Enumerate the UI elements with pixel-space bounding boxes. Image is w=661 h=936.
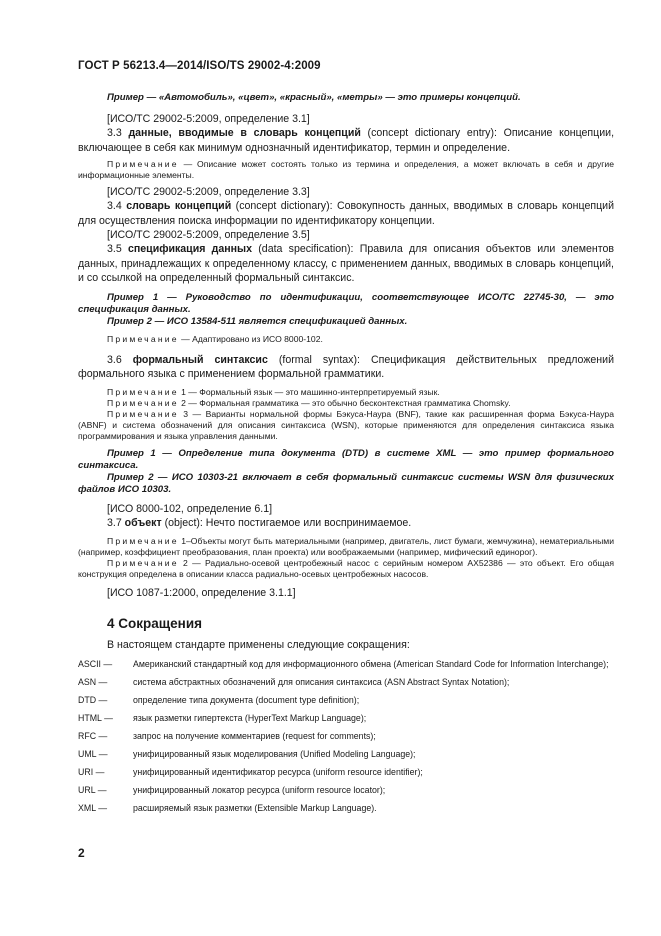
example-2: Пример 2 — ИСО 10303-21 включает в себя формальный синтаксис системы WSN для физических файлов ИСО 10303. [78, 471, 614, 495]
abbreviation-term: DTD — [78, 695, 108, 705]
abbreviation-meaning: система абстрактных обозначений для описания синтаксиса (ASN Abstract Syntax Notation); [133, 677, 510, 687]
section-title: 4 Сокращения [107, 616, 202, 631]
definition-3-3: 3.3 данные, вводимые в словарь концепций (concept dictionary entry): Описание концепции, включающее в себя как минимум однозначный идентификатор, термин и определение. [78, 127, 615, 154]
abbreviation-meaning: унифицированный идентификатор ресурса (uniform resource identifier); [133, 767, 423, 777]
abbreviation-term: XML — [78, 803, 108, 813]
reference: [ИСО/ТС 29002-5:2009, определение 3.1] [107, 113, 310, 125]
definition-3-7: 3.7 объект (object): Нечто постигаемое или воспринимаемое. [107, 516, 412, 529]
reference: [ИСО/ТС 29002-5:2009, определение 3.3] [107, 186, 310, 198]
abbreviation-row [78, 785, 614, 796]
abbreviation-meaning: Американский стандартный код для информационного обмена (American Standard Code for Information Interchange); [133, 659, 609, 669]
example-1: Пример 1 — Руководство по идентификации, соответствующее ИСО/ТС 22745-30, — это спецификация данных. [78, 291, 614, 315]
example-2: Пример 2 — ИСО 13584-511 является спецификацией данных. [107, 315, 408, 327]
note: Примечание — Адаптировано из ИСО 8000-102. [107, 333, 323, 344]
abbreviation-term: ASN — [78, 677, 108, 687]
abbreviation-meaning: унифицированный локатор ресурса (uniform resource locator); [133, 785, 386, 795]
note-1: Примечание 1 — Формальный язык — это машинно-интерпретируемый язык. [107, 386, 440, 397]
note-1: Примечание 1–Объекты могут быть материальными (например, двигатель, лист бумаги, жемчужина), нематериальными (например, коэффициент преобразования, план проекта) или воображаемыми (например, мифический единорог). [78, 536, 614, 557]
abbreviation-meaning: определение типа документа (document type definition); [133, 695, 360, 705]
document-page [78, 60, 614, 814]
note-3: Примечание 3 — Варианты нормальной формы Бэкуса-Наура (BNF), такие как расширенная форма Бэкуса-Наура (ABNF) и система обозначений для описания синтаксиса (WSN), которые применяются для определения синтаксиса языка программирования и языка управления данными. [78, 408, 614, 441]
reference: [ИСО 8000-102, определение 6.1] [107, 502, 273, 515]
abbreviation-term: ASCII — [78, 659, 113, 669]
note: Примечание — Описание может состоять только из термина и определения, а может включать в себя и другие информационные элементы. [78, 159, 614, 180]
note-2: Примечание 2 — Формальная грамматика — это обычно бесконтекстная грамматика Chomsky. [107, 397, 511, 408]
reference: [ИСО 1087-1:2000, определение 3.1.1] [107, 587, 296, 599]
abbreviation-row [78, 677, 614, 688]
abbreviation-meaning: унифицированный язык моделирования (Unified Modeling Language); [133, 749, 416, 759]
abbreviation-term: RFC — [78, 731, 108, 741]
document-header: ГОСТ Р 56213.4—2014/ISO/TS 29002-4:2009 [78, 60, 321, 72]
abbreviation-row [78, 695, 614, 706]
definition-3-6: 3.6 формальный синтаксис (formal syntax): Спецификация действительных предложений формального языка с применением формальной грамматики. [78, 353, 614, 380]
abbreviation-row [78, 659, 614, 670]
abbreviation-row [78, 803, 614, 814]
definition-3-5: 3.5 спецификация данных (data specification): Правила для описания объектов или элементов данных, принадлежащих к определенному классу, с применением данных, вводимых в словарь концепций, и со ссылкой на определенный формальный синтаксис. [78, 243, 615, 284]
abbreviation-meaning: запрос на получение комментариев (request for comments); [133, 731, 376, 741]
abbreviation-row [78, 767, 614, 778]
reference: [ИСО/ТС 29002-5:2009, определение 3.5] [107, 229, 310, 241]
example-1: Пример 1 — Определение типа документа (DTD) в системе XML — это пример формального синтаксиса. [78, 447, 614, 471]
abbreviation-term: UML — [78, 749, 108, 759]
note-2: Примечание 2 — Радиально-осевой центробежный насос с серийным номером AX52386 — это объект. Его общая конструкция определена в описании класса радиально-осевых центробежных насосов. [78, 558, 614, 579]
section-intro: В настоящем стандарте применены следующие сокращения: [107, 639, 410, 651]
abbreviation-list [78, 659, 614, 814]
definition-3-4: 3.4 словарь концепций (concept dictionary): Совокупность данных, вводимых в словарь концепций для осуществления поиска информации по идентификатору концепции. [78, 200, 615, 227]
example-concepts: Пример — «Автомобиль», «цвет», «красный», «метры» — это примеры концепций. [107, 92, 521, 103]
abbreviation-meaning: язык разметки гипертекста (HyperText Markup Language); [133, 713, 367, 723]
abbreviation-row [78, 731, 614, 742]
abbreviation-term: URI — [78, 767, 105, 777]
abbreviation-meaning: расширяемый язык разметки (Extensible Markup Language). [133, 803, 377, 813]
page-number: 2 [78, 846, 85, 860]
abbreviation-term: HTML — [78, 713, 113, 723]
abbreviation-row [78, 713, 614, 724]
abbreviation-term: URL — [78, 785, 107, 795]
abbreviation-row [78, 749, 614, 760]
